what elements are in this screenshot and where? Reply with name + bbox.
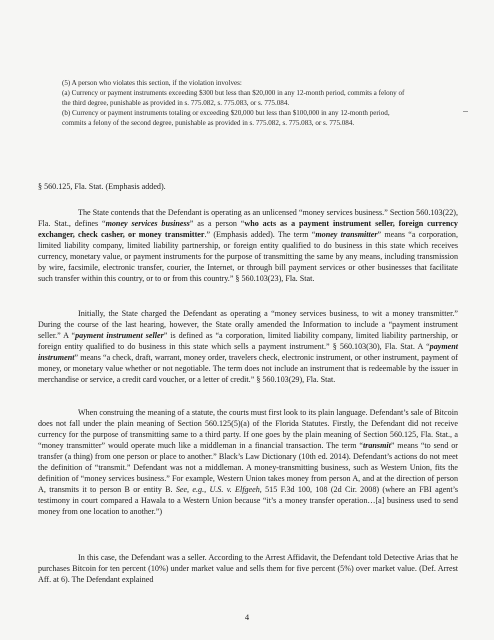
paragraph-defendant-seller: In this case, the Defendant was a seller. According to the Arrest Affidavit, the Defendant told Detective Arias that he purchases Bitcoin for ten percent (10%) under market value and sells them for five percent (5%) over market value. (Def. Arrest Aff. at 6). The Defendant explained [38, 553, 458, 585]
para1-emphasis-definition: who acts as a payment instrument seller, foreign currency exchanger, check casher, or money transmitter [38, 219, 458, 240]
paragraph-payment-instrument-seller [38, 308, 458, 385]
quote-subsection-b: (b) Currency or payment instruments totaling or exceeding $20,000 but less than $100,000 in any 12-month period, commits a felony of the second degree, punishable as provided in s. 775.082, s. 775.083, or s. 775.084. [62, 109, 390, 127]
quote-intro: (5) A person who violates this section, if the violation involves: [62, 79, 242, 87]
quote-subsection-a: (a) Currency or payment instruments exceeding $300 but less than $20,000 in any 12-month period, commits a felony of the third degree, punishable as provided in s. 775.082, s. 775.083, or s. 775.084. [62, 89, 405, 107]
para2-text-3: ” means “a check, draft, warrant, money order, travelers check, electronic instrument, or other instrument, payment of money, or monetary value whether or not negotiable. The term does not include an instrument that is redeemable by the issuer in merchandise or service, a credit card voucher, or a letter of credit.” § 560.103(29), Fla. Stat. [38, 353, 458, 385]
paragraph-money-services-business [38, 207, 458, 284]
para3-case-citation: See, e.g., U.S. v. Elfgeeh [175, 485, 260, 495]
para3-term-transmit: transmit [362, 441, 391, 451]
para1-term-money-transmitter: money transmitter [315, 230, 378, 240]
statute-citation: § 560.125, Fla. Stat. (Emphasis added). [38, 182, 166, 191]
para2-term-payment-instrument: payment instrument [38, 342, 458, 363]
para3-text-1: When construing the meaning of a statute, the courts must first look to its plain language. Defendant’s sale of Bitcoin does not fall under the plain meaning of Section 560.125(5)(a) of the Florida Statutes. Firstly, the Defendant did not receive currency for the purpose of transmitting same to a third party. If one goes by the plain meaning of Section 560.125, Fla. Stat., a “money transmitter” would operate much like a middleman in a financial transaction. The term “ [38, 408, 458, 451]
para2-text-1: Initially, the State charged the Defendant as operating a “money services business, to wit a money transmitter.” During the course of the last hearing, however, the State orally amended the Information to include a “payment instrument seller.” A “ [38, 309, 458, 341]
para1-text-2: ” as a person “ [189, 219, 245, 229]
para2-text-2: ” is defined as “a corporation, limited liability company, limited liability partnership, or foreign entity qualified to do business in this state which sells a payment instrument.” § 560.103(30), Fla. Stat. A “ [38, 331, 458, 352]
para3-text-2: ” means “to send or transfer (a thing) from one person or place to another.” Black’s Law Dictionary (10th ed. 2014). Defendant’s actions do not meet the definition of “transmit.” Defendant was not a middleman. A money-transmitting business, such as Western Union, fits the definition of “money services business.” For example, Western Union takes money from person A, and at the direction of person A, transmits it to person B or entity B. [38, 441, 458, 495]
statute-block-quote [62, 78, 407, 128]
margin-mark [463, 111, 468, 112]
para1-text-1: The State contends that the Defendant is operating as an unlicensed “money services business.” Section 560.103(22), Fla. Stat., defines “ [38, 208, 458, 229]
para1-term-money-services-business: money services business [105, 219, 190, 229]
para2-term-payment-instrument-seller: payment instrument seller [75, 331, 164, 341]
para1-text-3: .” (Emphasis added). The term “ [204, 230, 316, 240]
para3-text-3: , 515 F.3d 100, 108 (2d Cir. 2008) (where an FBI agent’s testimony in court compared a Hawala to a Western Union because “it’s a money transfer operation…[a] business used to send money from one location to another.”) [38, 485, 458, 517]
paragraph-plain-meaning [38, 407, 458, 517]
page-number: 4 [244, 612, 250, 622]
para1-text-4: ” means “a corporation, limited liability company, limited liability partnership, or foreign entity qualified to do business in this state which receives currency, monetary value, or payment instruments for the purpose of transmitting the same by any means, including transmission by wire, facsimile, electronic transfer, courier, the Internet, or through bill payment services or other businesses that facilitate such transfer within this country, or to or from this country.” § 560.103(23), Fla. Stat. [38, 230, 459, 284]
